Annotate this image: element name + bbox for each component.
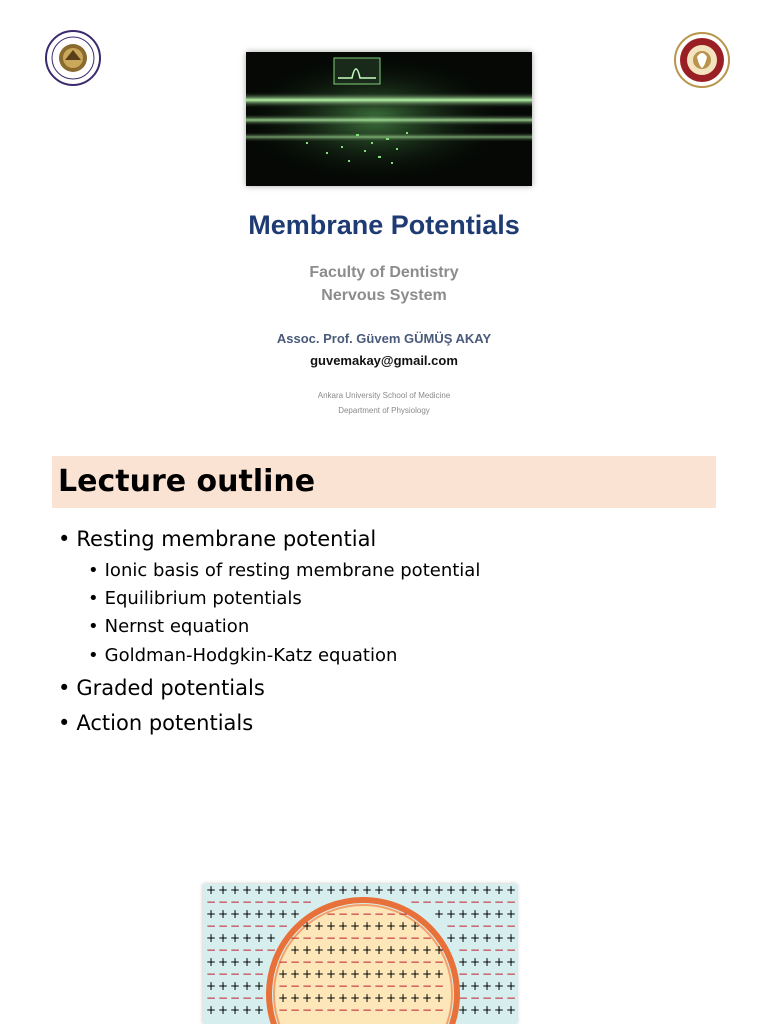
extracellular-charge-mark: + bbox=[493, 955, 505, 969]
intracellular-charge-mark: − bbox=[325, 979, 337, 993]
subtitle-course: Nervous System bbox=[321, 287, 447, 304]
extracellular-charge-mark: + bbox=[445, 907, 457, 921]
extracellular-charge-mark: + bbox=[505, 884, 517, 897]
extracellular-charge-mark: − bbox=[457, 895, 469, 909]
extracellular-charge-mark: + bbox=[241, 907, 253, 921]
extracellular-charge-mark: + bbox=[349, 884, 361, 897]
intracellular-charge-mark: + bbox=[397, 991, 409, 1005]
extracellular-charge-mark: − bbox=[289, 895, 301, 909]
intracellular-charge-mark: − bbox=[385, 955, 397, 969]
extracellular-charge-mark: − bbox=[241, 895, 253, 909]
intracellular-charge-mark: − bbox=[373, 979, 385, 993]
extracellular-charge-mark: + bbox=[229, 955, 241, 969]
intracellular-charge-mark: + bbox=[409, 967, 421, 981]
intracellular-charge-mark: − bbox=[337, 979, 349, 993]
outline-item bbox=[58, 527, 376, 551]
extracellular-charge-mark: + bbox=[493, 979, 505, 993]
intracellular-charge-mark: − bbox=[421, 979, 433, 993]
extracellular-charge-mark: + bbox=[481, 884, 493, 897]
extracellular-charge-mark: + bbox=[469, 931, 481, 945]
faculty-of-dentistry-logo bbox=[674, 32, 730, 88]
intracellular-charge-mark: + bbox=[409, 943, 421, 957]
intracellular-charge-mark: − bbox=[385, 1003, 397, 1017]
extracellular-charge-mark: + bbox=[205, 955, 217, 969]
intracellular-charge-mark: − bbox=[301, 979, 313, 993]
extracellular-charge-mark: + bbox=[481, 907, 493, 921]
extracellular-charge-mark: − bbox=[265, 895, 277, 909]
extracellular-charge-mark: + bbox=[373, 884, 385, 897]
intracellular-charge-mark: + bbox=[373, 943, 385, 957]
extracellular-charge-mark: − bbox=[241, 991, 253, 1005]
bullet-icon: • bbox=[88, 560, 99, 581]
extracellular-charge-mark: + bbox=[217, 884, 229, 897]
extracellular-charge-mark: + bbox=[229, 907, 241, 921]
extracellular-charge-mark: + bbox=[241, 884, 253, 897]
extracellular-charge-mark: + bbox=[457, 1003, 469, 1017]
intracellular-charge-mark: − bbox=[433, 1003, 445, 1017]
extracellular-charge-mark: − bbox=[505, 919, 517, 933]
extracellular-charge-mark: − bbox=[469, 895, 481, 909]
intracellular-charge-mark: + bbox=[349, 919, 361, 933]
intracellular-charge-mark: − bbox=[397, 1003, 409, 1017]
extracellular-charge-mark: + bbox=[505, 931, 517, 945]
intracellular-charge-mark: + bbox=[373, 967, 385, 981]
extracellular-charge-mark: + bbox=[265, 907, 277, 921]
intracellular-charge-mark: − bbox=[361, 955, 373, 969]
extracellular-charge-mark: + bbox=[481, 931, 493, 945]
bullet-icon: • bbox=[58, 711, 71, 735]
extracellular-charge-mark: + bbox=[217, 979, 229, 993]
extracellular-charge-mark: + bbox=[241, 931, 253, 945]
extracellular-charge-mark: + bbox=[397, 884, 409, 897]
bullet-icon: • bbox=[88, 645, 99, 666]
intracellular-charge-mark: − bbox=[349, 1003, 361, 1017]
intracellular-charge-mark: − bbox=[277, 979, 289, 993]
intracellular-charge-mark: + bbox=[433, 991, 445, 1005]
extracellular-charge-mark: − bbox=[457, 967, 469, 981]
intracellular-charge-mark: + bbox=[289, 991, 301, 1005]
intracellular-charge-mark: − bbox=[289, 931, 301, 945]
extracellular-charge-mark: + bbox=[493, 1003, 505, 1017]
outline-item-text: Resting membrane potential bbox=[76, 527, 377, 551]
intracellular-charge-mark: + bbox=[373, 919, 385, 933]
extracellular-charge-mark: − bbox=[469, 919, 481, 933]
intracellular-charge-mark: − bbox=[325, 955, 337, 969]
extracellular-charge-mark: + bbox=[421, 884, 433, 897]
intracellular-charge-mark: − bbox=[397, 931, 409, 945]
extracellular-charge-mark: − bbox=[253, 895, 265, 909]
intracellular-charge-mark: − bbox=[373, 955, 385, 969]
extracellular-charge-mark: − bbox=[277, 919, 289, 933]
extracellular-charge-mark: + bbox=[229, 979, 241, 993]
extracellular-charge-mark: − bbox=[505, 895, 517, 909]
extracellular-charge-mark: − bbox=[241, 967, 253, 981]
intracellular-charge-mark: + bbox=[349, 943, 361, 957]
extracellular-charge-mark: − bbox=[505, 991, 517, 1005]
extracellular-charge-mark: − bbox=[229, 967, 241, 981]
extracellular-charge-mark: − bbox=[469, 967, 481, 981]
extracellular-charge-mark: − bbox=[205, 991, 217, 1005]
extracellular-charge-mark: + bbox=[241, 1003, 253, 1017]
intracellular-charge-mark: − bbox=[397, 907, 409, 921]
intracellular-charge-mark: + bbox=[421, 943, 433, 957]
intracellular-charge-mark: + bbox=[325, 967, 337, 981]
extracellular-charge-mark: + bbox=[313, 884, 325, 897]
extracellular-charge-mark: − bbox=[457, 943, 469, 957]
intracellular-charge-mark: − bbox=[385, 979, 397, 993]
extracellular-charge-mark: + bbox=[253, 931, 265, 945]
extracellular-charge-mark: + bbox=[205, 979, 217, 993]
intracellular-charge-mark: + bbox=[385, 967, 397, 981]
extracellular-charge-mark: + bbox=[205, 907, 217, 921]
intracellular-charge-mark: − bbox=[361, 907, 373, 921]
extracellular-charge-mark: + bbox=[265, 931, 277, 945]
extracellular-charge-mark: + bbox=[205, 1003, 217, 1017]
outline-heading: Lecture outline bbox=[58, 464, 316, 499]
extracellular-charge-mark: − bbox=[253, 943, 265, 957]
extracellular-charge-mark: + bbox=[253, 1003, 265, 1017]
extracellular-charge-mark: − bbox=[241, 919, 253, 933]
extracellular-charge-mark: + bbox=[409, 884, 421, 897]
intracellular-charge-mark: + bbox=[301, 919, 313, 933]
extracellular-charge-mark: + bbox=[361, 884, 373, 897]
extracellular-charge-mark: − bbox=[445, 919, 457, 933]
intracellular-charge-mark: + bbox=[289, 967, 301, 981]
intracellular-charge-mark: + bbox=[325, 991, 337, 1005]
intracellular-charge-mark: + bbox=[325, 943, 337, 957]
intracellular-charge-mark: − bbox=[385, 907, 397, 921]
intracellular-charge-mark: − bbox=[349, 955, 361, 969]
extracellular-charge-mark: − bbox=[505, 943, 517, 957]
bullet-icon: • bbox=[88, 616, 99, 637]
extracellular-charge-mark: + bbox=[469, 979, 481, 993]
outline-item-text: Goldman-Hodgkin-Katz equation bbox=[104, 645, 398, 666]
extracellular-charge-mark: − bbox=[505, 967, 517, 981]
extracellular-charge-mark: + bbox=[289, 884, 301, 897]
extracellular-charge-mark: + bbox=[469, 955, 481, 969]
extracellular-charge-mark: + bbox=[481, 955, 493, 969]
intracellular-charge-mark: − bbox=[289, 955, 301, 969]
extracellular-charge-mark: + bbox=[469, 1003, 481, 1017]
extracellular-charge-mark: + bbox=[241, 979, 253, 993]
outline-subitem bbox=[88, 588, 302, 609]
intracellular-charge-mark: + bbox=[409, 919, 421, 933]
extracellular-charge-mark: + bbox=[217, 1003, 229, 1017]
extracellular-charge-mark: − bbox=[493, 991, 505, 1005]
outline-subitem bbox=[88, 616, 249, 637]
intracellular-charge-mark: + bbox=[373, 991, 385, 1005]
intracellular-charge-mark: − bbox=[337, 955, 349, 969]
extracellular-charge-mark: + bbox=[229, 1003, 241, 1017]
intracellular-charge-mark: + bbox=[409, 991, 421, 1005]
extracellular-charge-mark: − bbox=[301, 895, 313, 909]
intracellular-charge-mark: + bbox=[301, 943, 313, 957]
cell-membrane-charge-figure bbox=[203, 884, 517, 1024]
extracellular-charge-mark: − bbox=[481, 943, 493, 957]
intracellular-charge-mark: − bbox=[313, 931, 325, 945]
extracellular-charge-mark: − bbox=[217, 895, 229, 909]
extracellular-charge-mark: + bbox=[457, 979, 469, 993]
intracellular-charge-mark: − bbox=[313, 979, 325, 993]
extracellular-charge-mark: + bbox=[445, 931, 457, 945]
extracellular-charge-mark: + bbox=[277, 907, 289, 921]
intracellular-charge-mark: + bbox=[397, 967, 409, 981]
extracellular-charge-mark: − bbox=[217, 919, 229, 933]
intracellular-charge-mark: − bbox=[313, 955, 325, 969]
intracellular-charge-mark: + bbox=[397, 919, 409, 933]
intracellular-charge-mark: + bbox=[277, 991, 289, 1005]
extracellular-charge-mark: − bbox=[229, 943, 241, 957]
extracellular-charge-mark: + bbox=[277, 884, 289, 897]
extracellular-charge-mark: + bbox=[469, 907, 481, 921]
author-email: guvemakay@gmail.com bbox=[310, 353, 458, 368]
extracellular-charge-mark: − bbox=[481, 967, 493, 981]
extracellular-charge-mark: − bbox=[469, 991, 481, 1005]
extracellular-charge-mark: + bbox=[457, 884, 469, 897]
intracellular-charge-mark: + bbox=[337, 991, 349, 1005]
intracellular-charge-mark: − bbox=[397, 979, 409, 993]
intracellular-charge-mark: + bbox=[349, 991, 361, 1005]
extracellular-charge-mark: + bbox=[253, 979, 265, 993]
extracellular-charge-mark: − bbox=[253, 919, 265, 933]
extracellular-charge-mark: − bbox=[205, 919, 217, 933]
extracellular-charge-mark: + bbox=[433, 907, 445, 921]
extracellular-charge-mark: − bbox=[265, 919, 277, 933]
institution-school: Ankara University School of Medicine bbox=[317, 391, 451, 400]
extracellular-charge-mark: + bbox=[217, 907, 229, 921]
extracellular-charge-mark: − bbox=[493, 967, 505, 981]
extracellular-charge-mark: + bbox=[253, 955, 265, 969]
intracellular-charge-mark: + bbox=[277, 967, 289, 981]
extracellular-charge-mark: + bbox=[229, 931, 241, 945]
intracellular-charge-mark: − bbox=[409, 1003, 421, 1017]
extracellular-charge-mark: + bbox=[253, 884, 265, 897]
extracellular-charge-mark: + bbox=[481, 1003, 493, 1017]
extracellular-charge-mark: + bbox=[493, 907, 505, 921]
title-slide bbox=[0, 0, 768, 440]
intracellular-charge-mark: + bbox=[313, 967, 325, 981]
intracellular-charge-mark: + bbox=[421, 967, 433, 981]
intracellular-charge-mark: + bbox=[349, 967, 361, 981]
outline-item-text: Equilibrium potentials bbox=[104, 588, 302, 609]
outline-subitem bbox=[88, 645, 397, 666]
outline-item bbox=[58, 711, 253, 735]
bullet-icon: • bbox=[88, 588, 99, 609]
outline-subitem bbox=[88, 560, 480, 581]
extracellular-charge-mark: − bbox=[229, 895, 241, 909]
intracellular-charge-mark: − bbox=[337, 1003, 349, 1017]
intracellular-charge-mark: + bbox=[385, 943, 397, 957]
intracellular-charge-mark: + bbox=[361, 991, 373, 1005]
extracellular-charge-mark: + bbox=[457, 931, 469, 945]
extracellular-charge-mark: + bbox=[337, 884, 349, 897]
extracellular-charge-mark: − bbox=[481, 919, 493, 933]
intracellular-charge-mark: − bbox=[301, 955, 313, 969]
extracellular-charge-mark: + bbox=[481, 979, 493, 993]
intracellular-charge-mark: − bbox=[409, 955, 421, 969]
intracellular-charge-mark: − bbox=[277, 1003, 289, 1017]
intracellular-charge-mark: + bbox=[361, 943, 373, 957]
extracellular-charge-mark: + bbox=[301, 884, 313, 897]
intracellular-charge-mark: + bbox=[433, 943, 445, 957]
intracellular-charge-mark: − bbox=[325, 1003, 337, 1017]
intracellular-charge-mark: − bbox=[349, 907, 361, 921]
intracellular-charge-mark: + bbox=[289, 943, 301, 957]
extracellular-charge-mark: − bbox=[457, 991, 469, 1005]
extracellular-charge-mark: + bbox=[385, 884, 397, 897]
extracellular-charge-mark: − bbox=[205, 967, 217, 981]
extracellular-charge-mark: + bbox=[493, 931, 505, 945]
intracellular-charge-mark: − bbox=[289, 979, 301, 993]
extracellular-charge-mark: + bbox=[493, 884, 505, 897]
intracellular-charge-mark: − bbox=[385, 931, 397, 945]
extracellular-charge-mark: − bbox=[433, 895, 445, 909]
extracellular-charge-mark: + bbox=[205, 884, 217, 897]
extracellular-charge-mark: + bbox=[505, 1003, 517, 1017]
intracellular-charge-mark: − bbox=[421, 931, 433, 945]
extracellular-charge-mark: + bbox=[217, 955, 229, 969]
extracellular-charge-mark: + bbox=[457, 955, 469, 969]
extracellular-charge-mark: + bbox=[205, 931, 217, 945]
intracellular-charge-mark: − bbox=[325, 907, 337, 921]
extracellular-charge-mark: − bbox=[265, 943, 277, 957]
extracellular-charge-mark: + bbox=[457, 907, 469, 921]
intracellular-charge-mark: − bbox=[349, 931, 361, 945]
extracellular-charge-mark: + bbox=[505, 955, 517, 969]
institution-department: Department of Physiology bbox=[338, 406, 430, 415]
extracellular-charge-mark: − bbox=[217, 967, 229, 981]
extracellular-charge-mark: − bbox=[217, 943, 229, 957]
intracellular-charge-mark: − bbox=[409, 979, 421, 993]
extracellular-charge-mark: + bbox=[433, 884, 445, 897]
intracellular-charge-mark: + bbox=[313, 991, 325, 1005]
intracellular-charge-mark: − bbox=[301, 931, 313, 945]
extracellular-charge-mark: − bbox=[277, 895, 289, 909]
outline-item-text: Graded potentials bbox=[76, 676, 265, 700]
extracellular-charge-mark: − bbox=[229, 991, 241, 1005]
extracellular-charge-mark: − bbox=[493, 919, 505, 933]
bullet-icon: • bbox=[58, 676, 71, 700]
extracellular-charge-mark: − bbox=[217, 991, 229, 1005]
author-name: Assoc. Prof. Güvem GÜMÜŞ AKAY bbox=[276, 331, 492, 346]
intracellular-charge-mark: − bbox=[373, 907, 385, 921]
intracellular-charge-mark: − bbox=[337, 931, 349, 945]
intracellular-charge-mark: + bbox=[421, 991, 433, 1005]
intracellular-charge-mark: − bbox=[421, 955, 433, 969]
intracellular-charge-mark: + bbox=[361, 967, 373, 981]
intracellular-charge-mark: + bbox=[301, 991, 313, 1005]
extracellular-charge-mark: + bbox=[469, 884, 481, 897]
subtitle-faculty: Faculty of Dentistry bbox=[309, 264, 459, 281]
intracellular-charge-mark: − bbox=[373, 1003, 385, 1017]
intracellular-charge-mark: − bbox=[361, 931, 373, 945]
intracellular-charge-mark: + bbox=[337, 919, 349, 933]
outline-item bbox=[58, 676, 265, 700]
ankara-university-logo bbox=[45, 30, 101, 86]
intracellular-charge-mark: + bbox=[385, 919, 397, 933]
intracellular-charge-mark: − bbox=[397, 955, 409, 969]
extracellular-charge-mark: − bbox=[253, 967, 265, 981]
outline-heading-bar bbox=[52, 456, 716, 508]
intracellular-charge-mark: − bbox=[277, 955, 289, 969]
extracellular-charge-mark: − bbox=[409, 895, 421, 909]
intracellular-charge-mark: + bbox=[361, 919, 373, 933]
extracellular-charge-mark: + bbox=[241, 955, 253, 969]
intracellular-charge-mark: − bbox=[349, 979, 361, 993]
intracellular-charge-mark: + bbox=[301, 967, 313, 981]
neuron-signal-image bbox=[246, 52, 532, 186]
intracellular-charge-mark: − bbox=[301, 1003, 313, 1017]
intracellular-charge-mark: − bbox=[337, 907, 349, 921]
extracellular-charge-mark: − bbox=[457, 919, 469, 933]
extracellular-charge-mark: − bbox=[205, 895, 217, 909]
intracellular-charge-mark: + bbox=[313, 943, 325, 957]
intracellular-charge-mark: − bbox=[433, 979, 445, 993]
extracellular-charge-mark: + bbox=[445, 884, 457, 897]
extracellular-charge-mark: − bbox=[493, 895, 505, 909]
intracellular-charge-mark: + bbox=[397, 943, 409, 957]
slide-title: Membrane Potentials bbox=[248, 210, 520, 240]
intracellular-charge-mark: + bbox=[325, 919, 337, 933]
extracellular-charge-mark: + bbox=[289, 907, 301, 921]
intracellular-charge-mark: + bbox=[385, 991, 397, 1005]
extracellular-charge-mark: − bbox=[445, 895, 457, 909]
intracellular-charge-mark: + bbox=[313, 919, 325, 933]
extracellular-charge-mark: + bbox=[217, 931, 229, 945]
extracellular-charge-mark: − bbox=[481, 991, 493, 1005]
extracellular-charge-mark: − bbox=[469, 943, 481, 957]
intracellular-charge-mark: − bbox=[325, 931, 337, 945]
extracellular-charge-mark: + bbox=[325, 884, 337, 897]
extracellular-charge-mark: − bbox=[421, 895, 433, 909]
intracellular-charge-mark: − bbox=[289, 1003, 301, 1017]
intracellular-charge-mark: − bbox=[373, 931, 385, 945]
extracellular-charge-mark: − bbox=[493, 943, 505, 957]
intracellular-charge-mark: − bbox=[361, 979, 373, 993]
extracellular-charge-mark: − bbox=[229, 919, 241, 933]
intracellular-charge-mark: − bbox=[313, 1003, 325, 1017]
bullet-icon: • bbox=[58, 527, 71, 551]
intracellular-charge-mark: + bbox=[433, 967, 445, 981]
outline-item-text: Ionic basis of resting membrane potential bbox=[104, 560, 481, 581]
intracellular-charge-mark: + bbox=[337, 943, 349, 957]
intracellular-charge-mark: − bbox=[421, 1003, 433, 1017]
intracellular-charge-mark: − bbox=[433, 955, 445, 969]
extracellular-charge-mark: − bbox=[205, 943, 217, 957]
outline-item-text: Action potentials bbox=[76, 711, 254, 735]
extracellular-charge-mark: + bbox=[505, 907, 517, 921]
extracellular-charge-mark: + bbox=[253, 907, 265, 921]
extracellular-charge-mark: + bbox=[229, 884, 241, 897]
intracellular-charge-mark: − bbox=[409, 931, 421, 945]
intracellular-charge-mark: + bbox=[337, 967, 349, 981]
extracellular-charge-mark: − bbox=[241, 943, 253, 957]
extracellular-charge-mark: − bbox=[481, 895, 493, 909]
extracellular-charge-mark: + bbox=[505, 979, 517, 993]
intracellular-charge-mark: − bbox=[361, 1003, 373, 1017]
extracellular-charge-mark: + bbox=[265, 884, 277, 897]
outline-item-text: Nernst equation bbox=[104, 616, 250, 637]
extracellular-charge-mark: − bbox=[253, 991, 265, 1005]
